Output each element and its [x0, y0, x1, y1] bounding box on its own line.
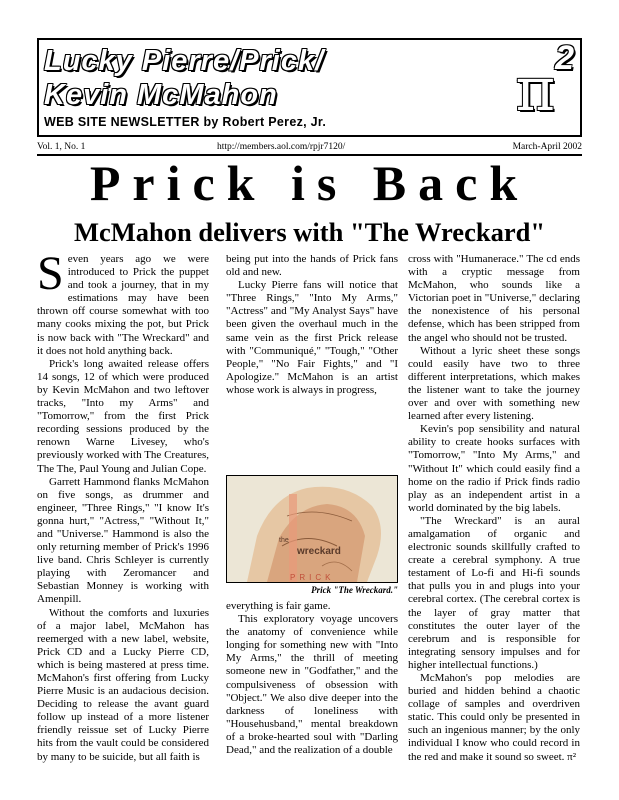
paragraph-text: McMahon's pop melodies are buried and hidden behind a chaotic collage of samples and overdriven static. This could only be presented in such an ingenious manner; by the only individual I know who could record in the red and make it sound so sweet.: [408, 672, 580, 763]
paragraph: being put into the hands of Prick fans old and new.: [226, 253, 398, 279]
paragraph: everything is fair game.: [226, 600, 331, 612]
cover-text-wreckard: wreckard: [297, 546, 341, 557]
paragraph: even years ago we were introduced to Prick the puppet and took a journey, that in my estimations may have been thrown off course somewhat with too many cooks mixing the pot, but Prick is now back with "The Wreckard" and it does not hold anything back.: [37, 253, 209, 357]
newsletter-byline: WEB SITE NEWSLETTER by Robert Perez, Jr.: [44, 115, 327, 129]
paragraph: Prick's long awaited release offers 14 songs, 12 of which were produced by Kevin McMahon and two leftover tracks, "Into my Arms" and "Tomorrow," from the first Prick recording sessions produced by the renown Warne Livesey, who's previously worked with The Creatures, The The, Paul Young and Julian Cope.: [37, 357, 209, 475]
paragraph: [408, 672, 580, 764]
paragraph: Garrett Hammond flanks McMahon on five songs, as drummer and engineer, "Three Rings," "I know It's gonna hurt," "Actress," "Without It," and "Universe." Hammond is also the only returning member of Prick's 1996 live band. Chris Schleyer is currently playing with Zeromancer and Sebastian Monney is working with Amenpill.: [37, 475, 209, 606]
paragraph: Without the comforts and luxuries of a major label, McMahon has reemerged with a new label, website, Prick CD and a Lucky Pierre CD, which is being mastered at press time. McMahon's first offering from Lucky Pierre Music is an audacious decision. Deciding to release the avant guard follow up instead of a more listener friendly reissue set of Lucky Pierre hits from the vault could be considered by many to be suicide, but all faith is: [37, 606, 209, 763]
paragraph: Without a lyric sheet these songs could easily have two to three different interpretations, which makes the listener want to take the journey over and over with something new learned after every listening.: [408, 344, 580, 423]
paragraph: This exploratory voyage uncovers the anatomy of convenience while longing for something new with "Into My Arms," the thrill of meeting someone new in "Godfather," and the compulsiveness of obsession with "Object." We also dive deeper into the darkness of loneliness with "Househusband," mental breakdown of a broke-hearted soul with "Darling Dead," and the realization of a double: [226, 613, 398, 757]
volume-number: Vol. 1, No. 1: [37, 142, 86, 152]
headline: Prick is Back: [89, 155, 530, 211]
paragraph: Kevin's pop sensibility and natural ability to create hooks surfaces with "Tomorrow," "Into My Arms," and "Without It" which could easily find a home on the radio if Prick finds radio play as an independent artist in a world dominated by the big labels.: [408, 423, 580, 514]
article-column-3: [408, 253, 580, 764]
article-column-1: [37, 247, 209, 764]
issue-date: March-April 2002: [512, 142, 582, 152]
photo-caption: Prick "The Wreckard.": [311, 585, 398, 595]
pi-superscript: 2: [555, 39, 574, 77]
website-url[interactable]: http://members.aol.com/rpjr7120/: [217, 142, 346, 152]
paragraph: Lucky Pierre fans will notice that "Three Rings," "Into My Arms," "Actress" and "My Analyst Says" have been given the overhaul much in the same vein as the first Prick release with "Communiqué," "Tough," "Other People," "No Fair Fights," and "I Apologize." McMahon is an artist whose work is always in progress,: [226, 279, 398, 396]
article-column-2-bottom: [226, 600, 398, 757]
drop-cap: S: [37, 247, 64, 300]
info-bar: [37, 141, 582, 156]
masthead-title-line2: Kevin McMahon: [44, 79, 278, 111]
cover-text-prick: PRICK: [290, 573, 335, 582]
masthead: [37, 38, 582, 137]
subheadline: McMahon delivers with "The Wreckard": [73, 217, 546, 247]
paragraph: "The Wreckard" is an aural amalgamation of organic and electronic sounds skillfully crafted to create a cerebral symphony. A true testament of Lo-fi and Hi-fi sounds that pulls you in and plugs into your cerebral cortex. (The cerebral cortex is the layer of gray matter that constitutes the outer layer of the cerebrum and is responsible for integrating sensory impulses and for higher intellectual functions.): [408, 514, 580, 671]
paragraph: cross with "Humanerace." The cd ends with a cryptic message from McMahon, who sounds like a Victorian poet in "Universe," declaring the nonexistence of his personal defense, which has been stripped from the angel who should not be trusted.: [408, 253, 580, 344]
pi-squared-logo: [515, 39, 574, 125]
pi-symbol: π: [515, 55, 556, 125]
album-cover-art: [227, 476, 397, 582]
end-mark: π²: [567, 750, 577, 763]
article-column-2-top: [226, 253, 398, 397]
album-cover-photo: [226, 475, 398, 583]
masthead-title: [44, 44, 499, 112]
masthead-title-line1: Lucky Pierre/Prick/: [44, 45, 325, 77]
cover-text-the: the: [279, 537, 289, 544]
